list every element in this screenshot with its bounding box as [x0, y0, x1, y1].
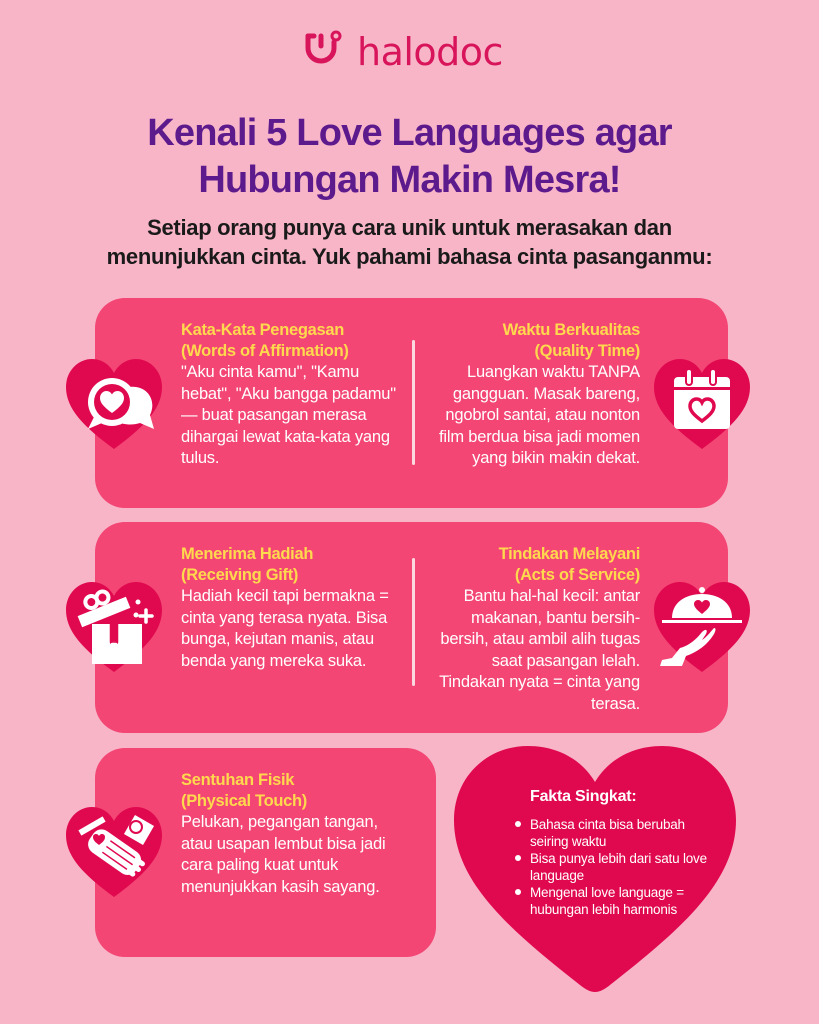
love-language-item	[428, 544, 640, 715]
speech-bubble-heart-icon	[64, 357, 164, 453]
item-subtitle: (Quality Time)	[534, 342, 640, 360]
item-description: "Aku cinta kamu", "Kamu hebat", "Aku bangga padamu" — buat pasangan merasa dihargai lewat kata-kata yang tulus.	[181, 363, 396, 467]
page-subtitle	[0, 213, 819, 271]
love-language-item	[181, 544, 396, 672]
subtitle-line-1: Setiap orang punya cara unik untuk merasakan dan	[147, 215, 672, 240]
subtitle-line-2: menunjukkan cinta. Yuk pahami bahasa cinta pasanganmu:	[106, 244, 713, 269]
holding-hands-icon	[64, 805, 164, 901]
title-line-1: Kenali 5 Love Languages agar	[147, 112, 672, 154]
title-line-2: Hubungan Makin Mesra!	[198, 159, 621, 201]
divider	[412, 340, 415, 465]
item-subtitle: (Words of Affirmation)	[181, 342, 349, 360]
item-subtitle: (Receiving Gift)	[181, 566, 299, 584]
page-title	[0, 110, 819, 204]
serving-cloche-icon	[652, 580, 752, 676]
item-title: Waktu Berkualitas	[502, 321, 640, 339]
item-title: Menerima Hadiah	[181, 545, 314, 563]
item-title: Sentuhan Fisik	[181, 771, 295, 789]
halodoc-logo	[303, 28, 503, 76]
fakta-item: Bahasa cinta bisa berubah seiring waktu	[513, 816, 713, 850]
calendar-heart-icon	[652, 357, 752, 453]
love-language-item	[181, 770, 401, 898]
item-description: Hadiah kecil tapi bermakna = cinta yang terasa nyata. Bisa bunga, kejutan manis, atau benda yang mereka suka.	[181, 587, 389, 670]
fakta-singkat	[513, 788, 713, 918]
stethoscope-icon	[303, 30, 347, 74]
gift-box-icon	[64, 580, 164, 676]
fakta-list	[513, 816, 713, 918]
divider	[412, 558, 415, 686]
fakta-item: Mengenal love language = hubungan lebih harmonis	[513, 884, 713, 918]
love-language-item	[181, 320, 396, 470]
item-description: Bantu hal-hal kecil: antar makanan, bantu bersih-bersih, atau ambil alih tugas saat pasangan lelah. Tindakan nyata = cinta yang terasa.	[439, 587, 640, 713]
fakta-item: Bisa punya lebih dari satu love language	[513, 850, 713, 884]
love-language-item	[430, 320, 640, 470]
item-description: Pelukan, pegangan tangan, atau usapan lembut bisa jadi cara paling kuat untuk menunjukkan kasih sayang.	[181, 813, 386, 896]
fakta-title: Fakta Singkat:	[530, 788, 637, 805]
item-subtitle: (Physical Touch)	[181, 792, 307, 810]
item-title: Kata-Kata Penegasan	[181, 321, 345, 339]
item-title: Tindakan Melayani	[498, 545, 640, 563]
item-description: Luangkan waktu TANPA gangguan. Masak bareng, ngobrol santai, atau nonton film berdua bisa jadi momen yang bikin makin dekat.	[439, 363, 640, 467]
item-subtitle: (Acts of Service)	[514, 566, 640, 584]
brand-name: halodoc	[357, 30, 503, 74]
